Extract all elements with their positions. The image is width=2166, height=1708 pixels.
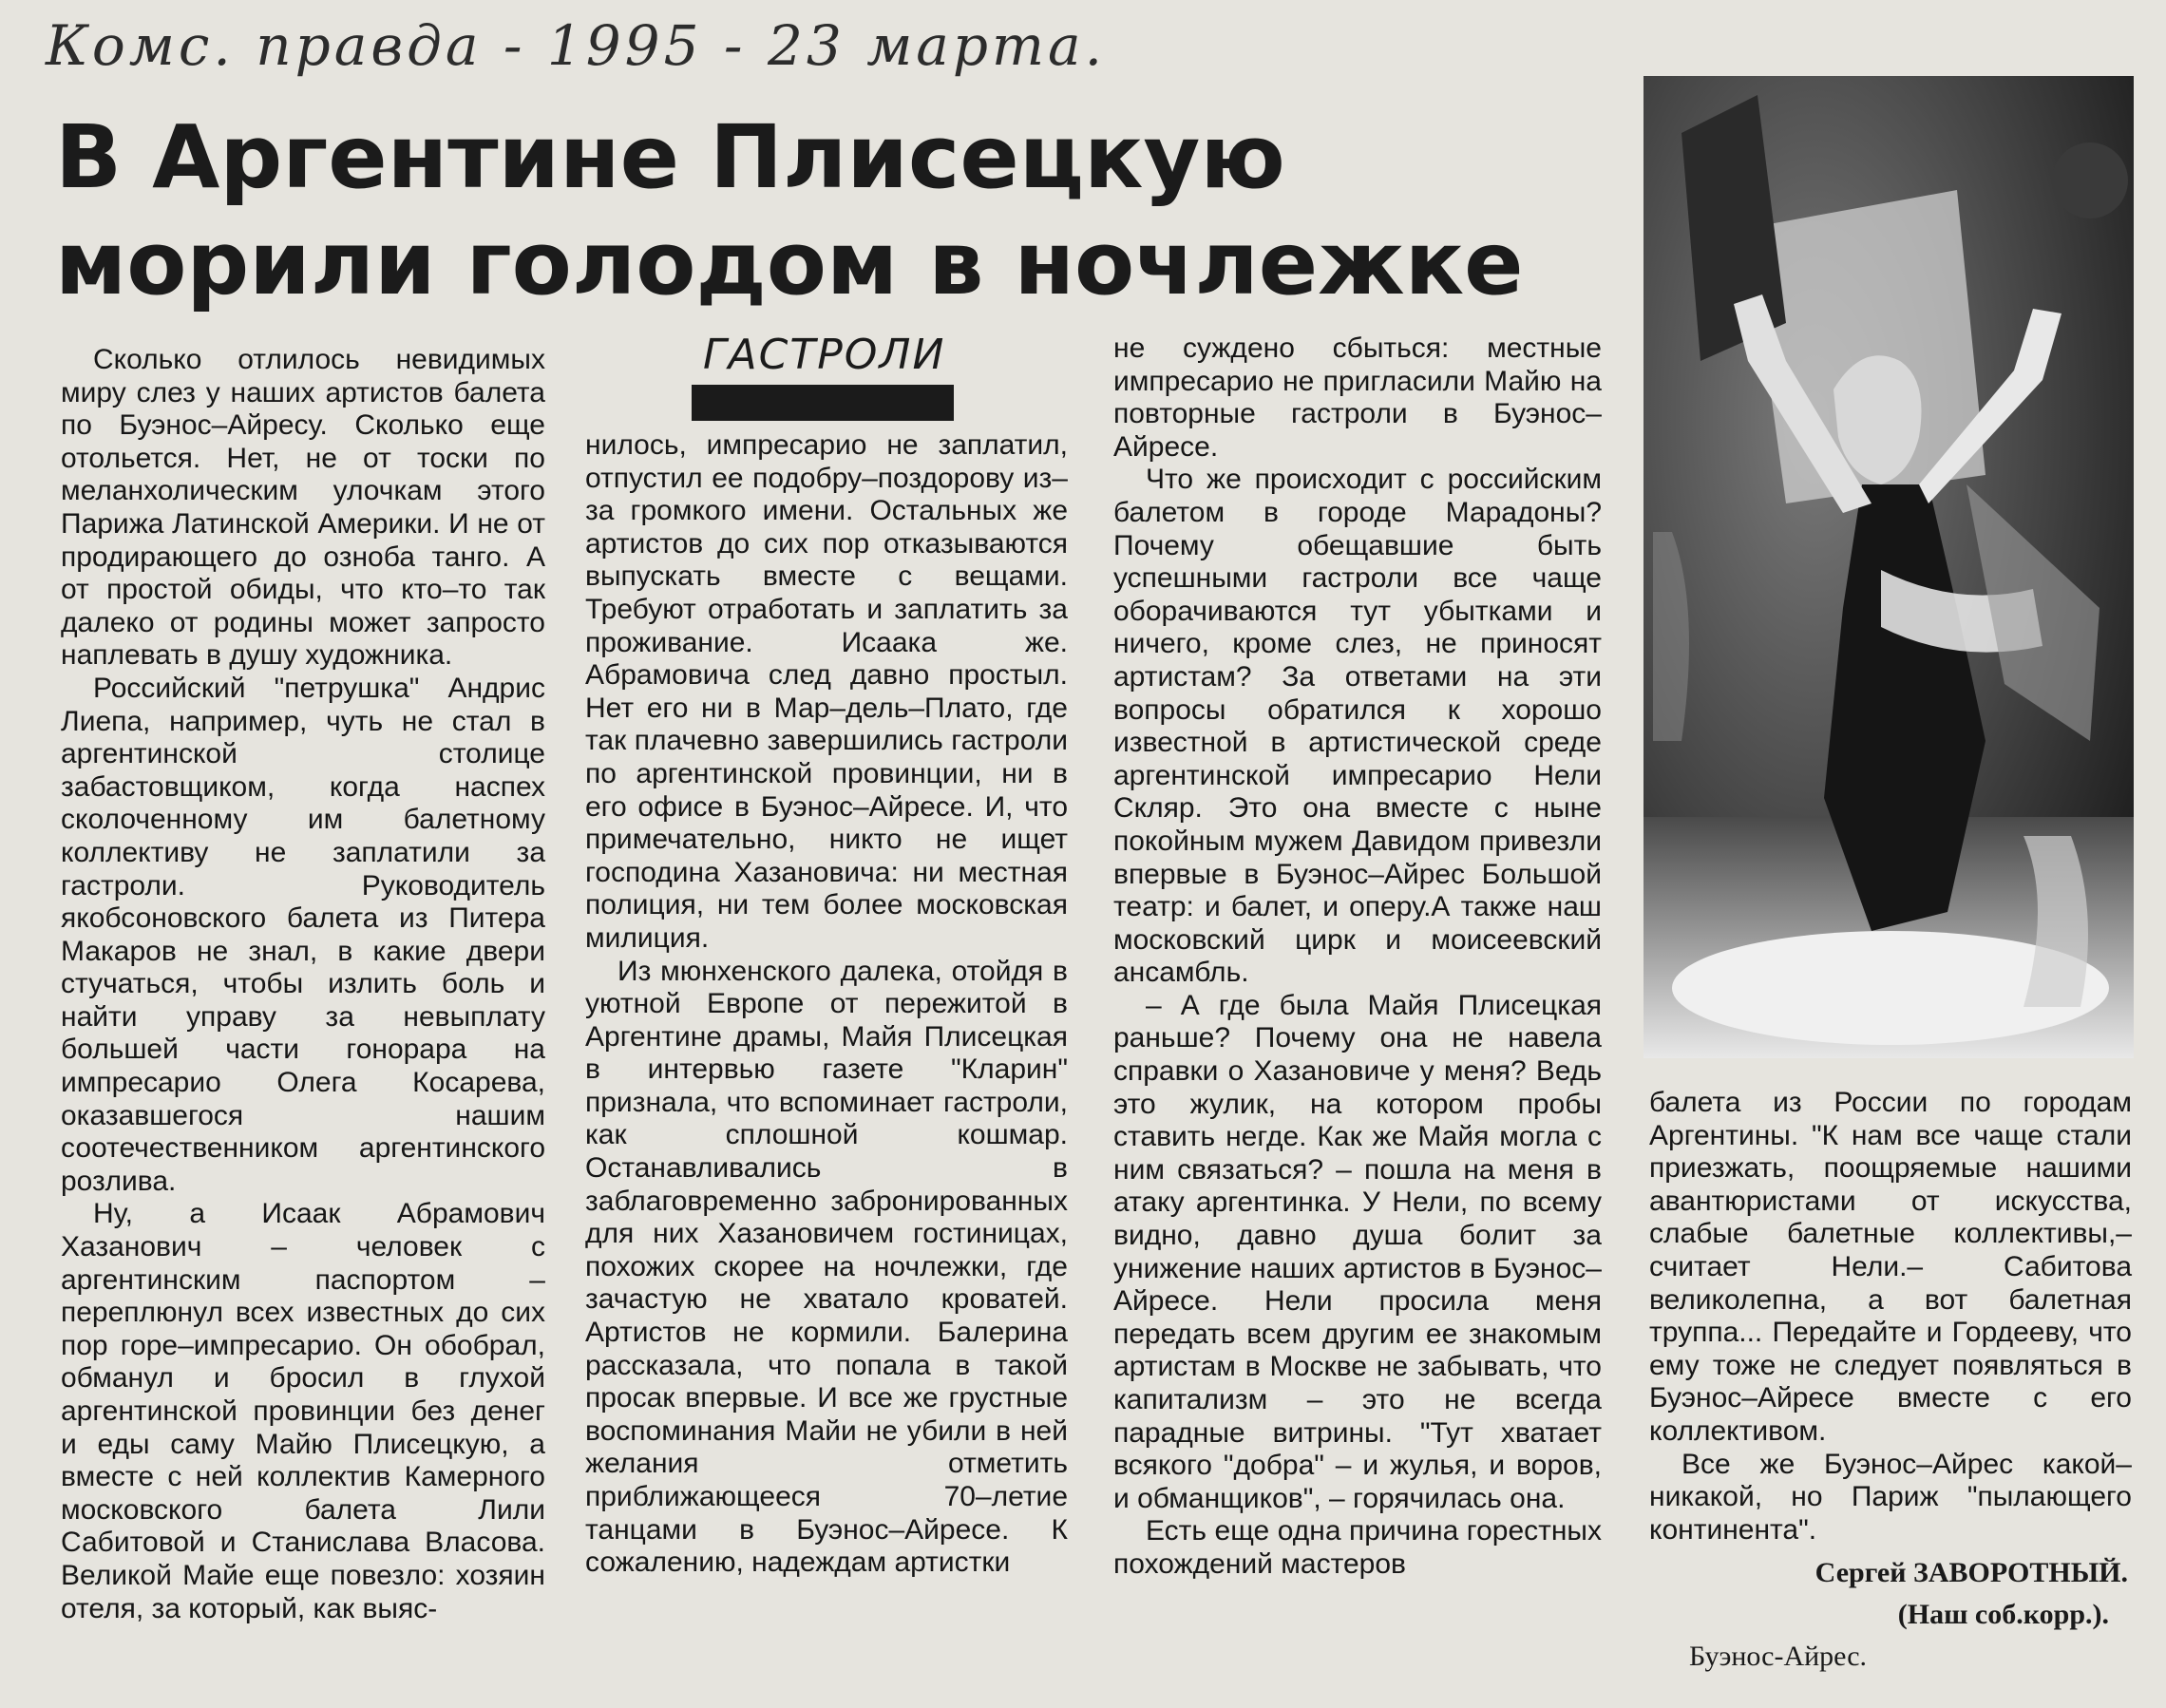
rubric-label: ГАСТРОЛИ (703, 331, 946, 379)
author-name: Сергей ЗАВОРОТНЫЙ. (1814, 1557, 2128, 1588)
dateline-place: Буэнос-Айрес. (1689, 1641, 1868, 1672)
byline (1653, 1552, 2128, 1695)
section-rubric (692, 331, 1005, 426)
paragraph: – А где была Майя Плисецкая раньше? Почему она не навела справки о Хазановиче у меня? Ведь это жулик, на котором пробы ставить негде. Как же Майя могла с ним связаться? – пошла на меня в атаку аргентинка. У Нели, по всему видно, давно душа болит за унижение наших артистов в Буэнос–Айресе. Нели просила меня передать всем другим ее знакомым артистам в Москве не забывать, что капитализм – это не всегда парадные витрины. "Тут хватает всякого "добра" – и жулья, и воров, и обманщиков", – горячилась она. (1113, 989, 1602, 1514)
headline-line-1: В Аргентине Плисецкую (55, 106, 1285, 208)
paragraph: Все же Буэнос–Айрес какой–никакой, но Париж "пылающего континента". (1649, 1448, 2132, 1546)
paragraph: Есть еще одна причина горестных похождений мастеров (1113, 1515, 1602, 1580)
handwritten-annotation: Комс. правда - 1995 - 23 марта. (46, 13, 1107, 78)
paragraph: Сколько отлилось невидимых миру слез у наших артистов балета по Буэнос–Айресу. Сколько еще отольется. Нет, не от тоски по меланхолическим улочкам этого Парижа Латинской Америки. И не от продирающего до озноба танго. А от простой обиды, что кто–то так далеко от родины может запросто наплевать в душу художника. (61, 344, 545, 672)
paragraph: Что же происходит с российским балетом в городе Марадоны? Почему обещавшие быть успешными гастроли все чаще оборачиваются тут убытками и ничего, кроме слез, не приносят артистам? За ответами на эти вопросы обратился к хорошо известной в артистической среде аргентинской импресарио Нели Скляр. Это она вместе с ныне покойным мужем Давидом привезли впервые в Буэнос–Айрес Большой театр: и балет, и оперу.А также наш московский цирк и моисеевский ансамбль. (1113, 464, 1602, 989)
paragraph: Российский "петрушка" Андрис Лиепа, например, чуть не стал в аргентинской столице забастовщиком, когда наспех сколоченному им балетному коллективу не заплатили за гастроли. Руководитель якобсоновского балета из Питера Макаров не знал, в какие двери стучаться, чтобы излить боль и найти управу за невыплату большей части гонорара на импресарио Олега Косарева, оказавшегося нашим соотечественником аргентинского розлива. (61, 672, 545, 1197)
paragraph: балета из России по городам Аргентины. "К нам все чаще стали приезжать, поощряемые нашими авантюристами от искусства, слабые балетные коллективы,– считает Нели.– Сабитова великолепна, а вот балетная труппа... Передайте и Гордееву, что ему тоже не следует появляться в Буэнос–Айресе вместе с его коллективом. (1649, 1087, 2132, 1447)
author-role: (Наш соб.корр.). (1897, 1599, 2109, 1630)
article-headline (55, 104, 1613, 317)
paragraph: не суждено сбыться: местные импресарио не пригласили Майю на повторные гастроли в Буэнос–Айресе. (1113, 332, 1602, 463)
text-column-1 (61, 344, 545, 1683)
paragraph: нилось, импресарио не заплатил, отпустил ее подобру–поздорову из–за громкого имени. Остальных же артистов до сих пор отказываются выпускать вместе с вещами. Требуют отработать и заплатить за проживание. Исаака же. Абрамовича след давно простыл. Нет его ни в Мар–дель–Плато, где так плачевно завершились гастроли по аргентинской провинции, ни в его офисе в Буэнос–Айресе. И, что примечательно, никто не ищет господина Хазановича: ни местная полиция, ни тем более московская милиция. (585, 429, 1068, 954)
paragraph: Ну, а Исаак Абрамович Хазанович – человек с аргентинским паспортом – переплюнул всех известных до сих пор горе–импресарио. Он обобрал, обманул и бросил в глухой аргентинской провинции без денег и еды саму Майю Плисецкую, а вместе с ней коллектив Камерного московского балета Лили Сабитовой и Станислава Власова. Великой Майе еще повезло: хозяин отеля, за который, как выяс- (61, 1198, 545, 1624)
article-photo (1644, 76, 2134, 1058)
text-column-4 (1649, 1087, 2132, 1581)
text-column-3 (1113, 332, 1602, 1691)
paragraph: Из мюнхенского далека, отойдя в уютной Европе от пережитой в Аргентине драмы, Майя Плисецкая в интервью газете "Кларин" признала, что вспоминает гастроли, как сплошной кошмар. Останавливались в заблаговременно забронированных для них Хазановичем гостиницах, похожих скорее на ночлежки, где зачастую не хватало кроватей. Артистов не кормили. Балерина рассказала, что попала в такой просак впервые. И все же грустные воспоминания Майи не убили в ней желания отметить приближающееся 70–летие танцами в Буэнос–Айресе. К сожалению, надеждам артистки (585, 955, 1068, 1579)
photo-image (1644, 76, 2134, 1058)
rubric-bar (692, 385, 954, 421)
text-column-2 (585, 429, 1068, 1693)
headline-line-2: морили голодом в ночлежке (55, 213, 1524, 314)
